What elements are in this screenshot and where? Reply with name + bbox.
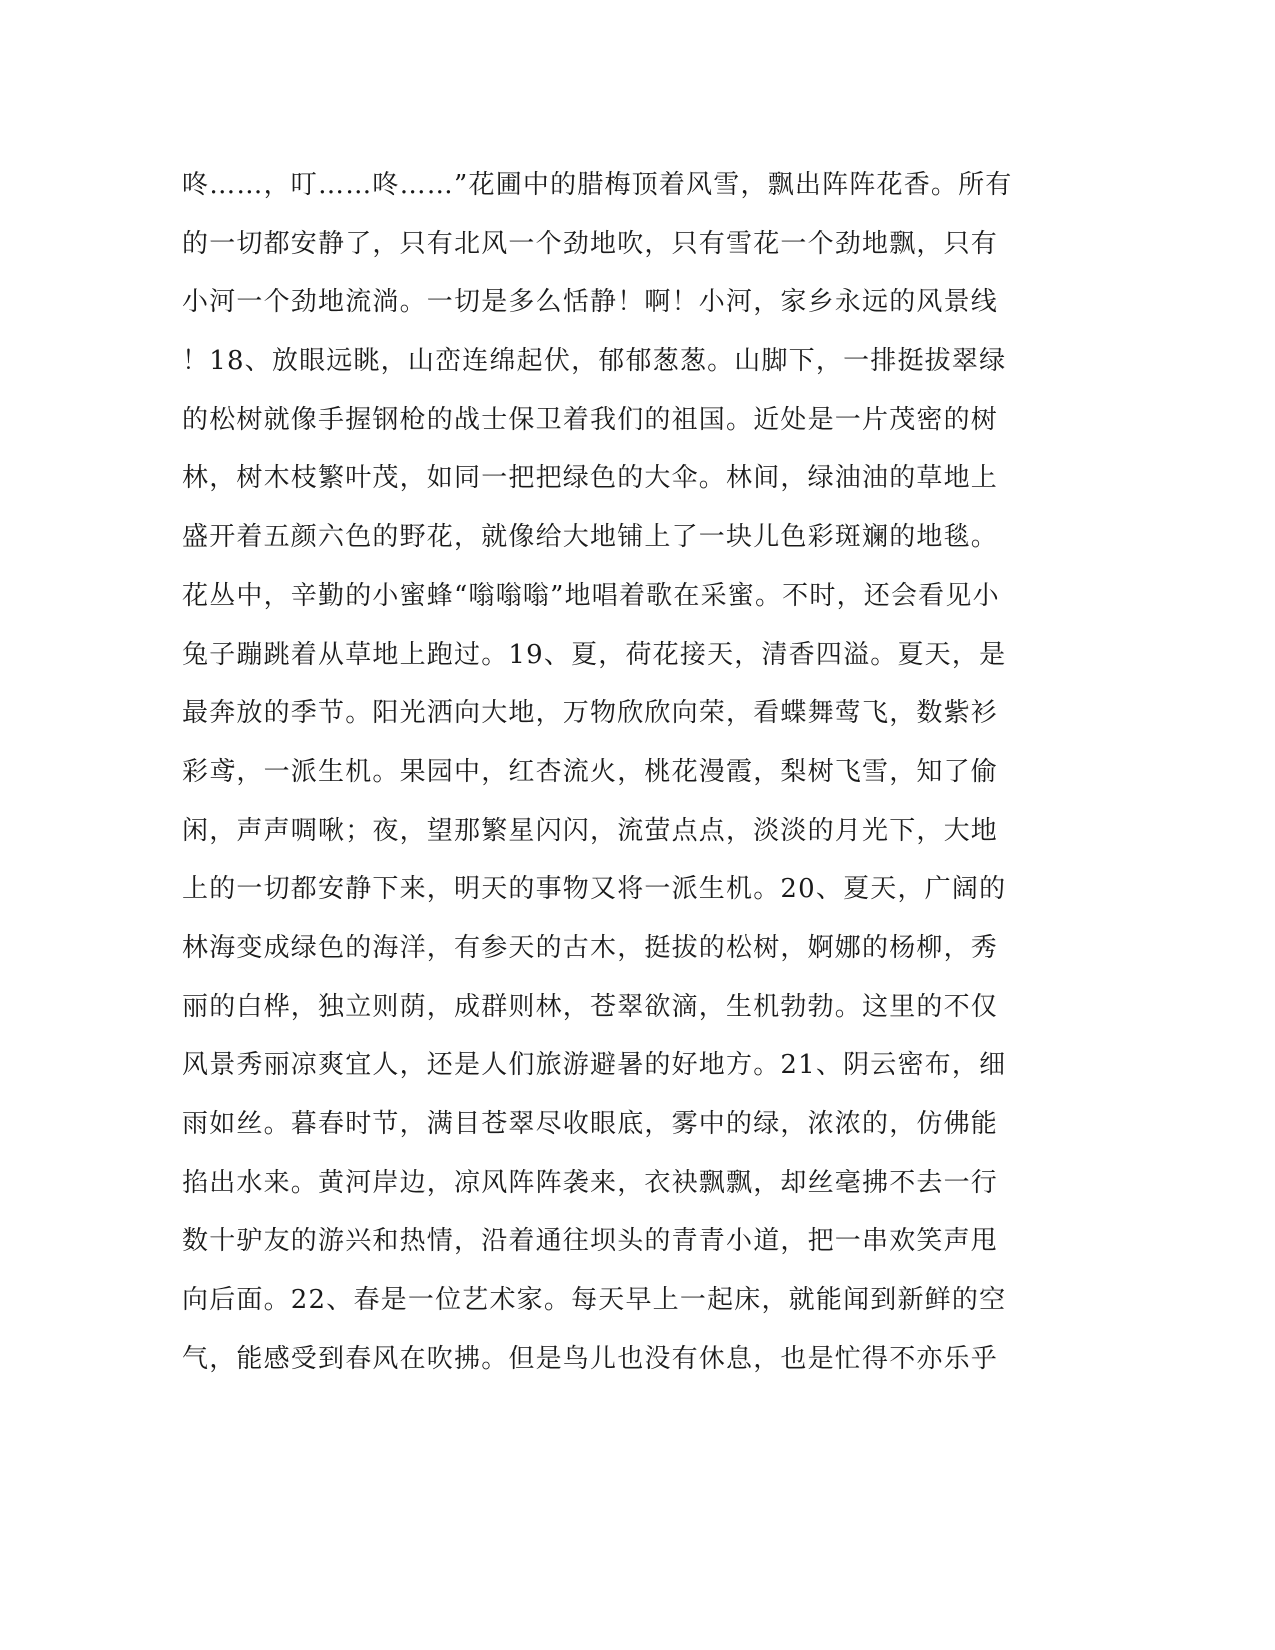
text-line: 盛开着五颜六色的野花，就像给大地铺上了一块儿色彩斑斓的地毯。 bbox=[182, 522, 999, 553]
text-line: 小河一个劲地流淌。一切是多么恬静！啊！小河，家乡永远的风景线 bbox=[182, 287, 999, 318]
text-line: 闲，声声啁啾；夜，望那繁星闪闪，流萤点点，淡淡的月光下，大地 bbox=[182, 815, 999, 846]
text-line: 向后面。22、春是一位艺术家。每天早上一起床，就能闻到新鲜的空 bbox=[182, 1285, 1007, 1316]
text-line: 林海变成绿色的海洋，有参天的古木，挺拔的松树，婀娜的杨柳，秀 bbox=[182, 932, 999, 963]
body-text bbox=[182, 156, 1032, 1388]
text-line: 气，能感受到春风在吹拂。但是鸟儿也没有休息，也是忙得不亦乐乎 bbox=[182, 1343, 999, 1374]
text-line: 彩鸢，一派生机。果园中，红杏流火，桃花漫霞，梨树飞雪，知了偷 bbox=[182, 756, 999, 787]
text-line: 兔子蹦跳着从草地上跑过。19、夏，荷花接天，清香四溢。夏天，是 bbox=[182, 639, 1007, 670]
text-line: 咚……，叮……咚……”花圃中的腊梅顶着风雪，飘出阵阵花香。所有 bbox=[182, 170, 1013, 200]
text-line: 最奔放的季节。阳光洒向大地，万物欣欣向荣，看蝶舞莺飞，数紫衫 bbox=[182, 698, 999, 729]
text-line: 的一切都安静了，只有北风一个劲地吹，只有雪花一个劲地飘，只有 bbox=[182, 228, 999, 259]
text-line: 丽的白桦，独立则荫，成群则林，苍翠欲滴，生机勃勃。这里的不仅 bbox=[182, 991, 999, 1022]
text-line: 的松树就像手握钢枪的战士保卫着我们的祖国。近处是一片茂密的树 bbox=[182, 404, 999, 435]
text-line: 上的一切都安静下来，明天的事物又将一派生机。20、夏天，广阔的 bbox=[182, 874, 1007, 905]
text-line: 数十驴友的游兴和热情，沿着通往坝头的青青小道，把一串欢笑声甩 bbox=[182, 1226, 999, 1257]
text-line: ！18、放眼远眺，山峦连绵起伏，郁郁葱葱。山脚下，一排挺拔翠绿 bbox=[182, 346, 1007, 377]
text-line: 风景秀丽凉爽宜人，还是人们旅游避暑的好地方。21、阴云密布，细 bbox=[182, 1050, 1007, 1081]
text-line: 林，树木枝繁叶茂，如同一把把绿色的大伞。林间，绿油油的草地上 bbox=[182, 463, 999, 494]
text-line: 掐出水来。黄河岸边，凉风阵阵袭来，衣袂飘飘，却丝毫拂不去一行 bbox=[182, 1167, 999, 1198]
text-line: 花丛中，辛勤的小蜜蜂“嗡嗡嗡”地唱着歌在采蜜。不时，还会看见小 bbox=[182, 580, 1000, 611]
text-line: 雨如丝。暮春时节，满目苍翠尽收眼底，雾中的绿，浓浓的，仿佛能 bbox=[182, 1109, 999, 1139]
